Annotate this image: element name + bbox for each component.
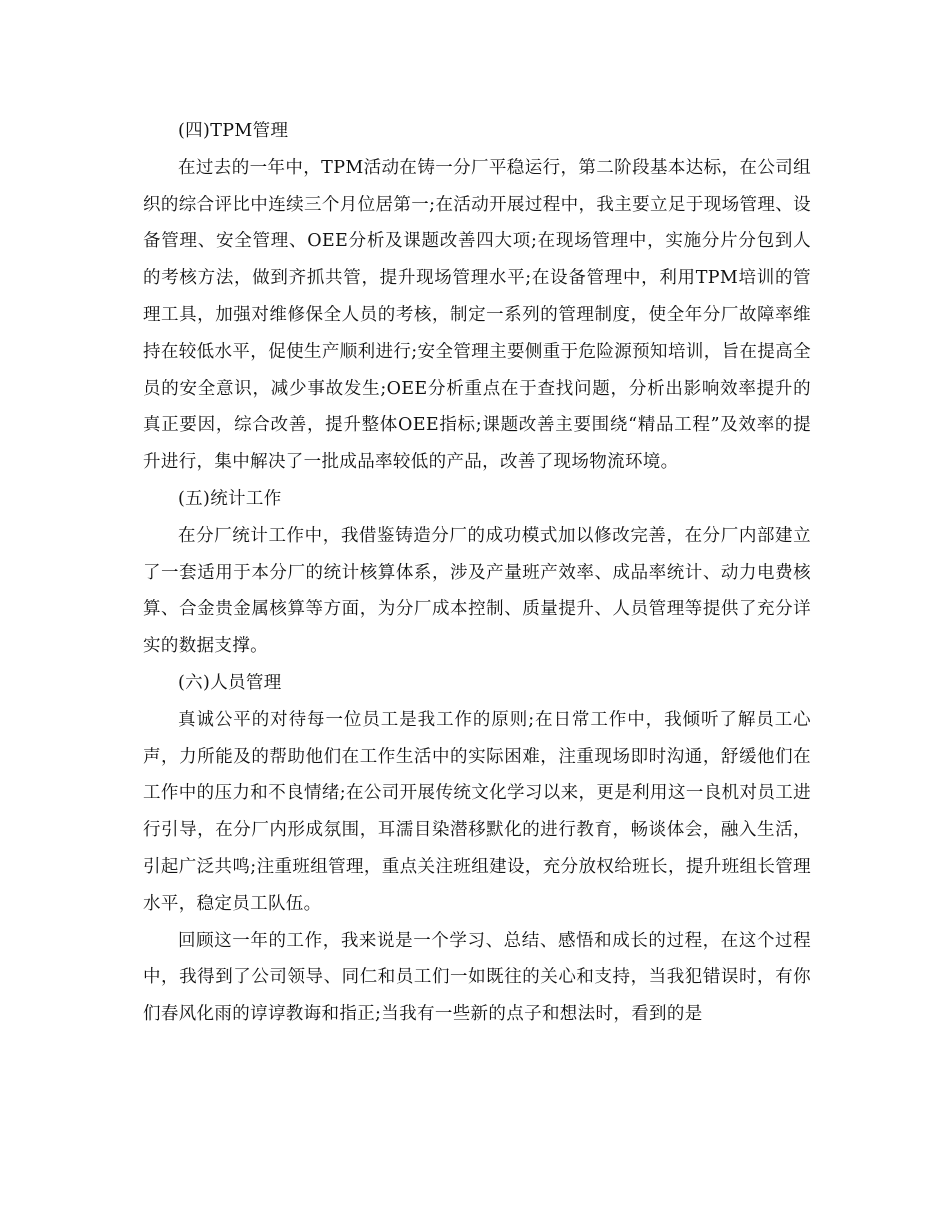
paragraph-tpm: 在过去的一年中，TPM活动在铸一分厂平稳运行，第二阶段基本达标，在公司组织的综合评比中连续三个月位居第一;在活动开展过程中，我主要立足于现场管理、设备管理、安全管理、OEE分析及课题改善四大项;在现场管理中，实施分片分包到人的考核方法，做到齐抓共管，提升现场管理水平;在设备管理中，利用TPM培训的管理工具，加强对维修保全人员的考核，制定一系列的管理制度，使全年分厂故障率维持在较低水平，促使生产顺利进行;安全管理主要侧重于危险源预知培训，旨在提高全员的安全意识，减少事故发生;OEE分析重点在于查找问题，分析出影响效率提升的真正要因，综合改善，提升整体OEE指标;课题改善主要围绕“精品工程”及效率的提升进行，集中解决了一批成品率较低的产品，改善了现场物流环境。 [143,157,811,473]
paragraph-personnel: 真诚公平的对待每一位员工是我工作的原则;在日常工作中，我倾听了解员工心声，力所能及的帮助他们在工作生活中的实际困难，注重现场即时沟通，舒缓他们在工作中的压力和不良情绪;在公司开展传统文化学习以来，更是利用这一良机对员工进行引导，在分厂内形成氛围，耳濡目染潜移默化的进行教育，畅谈体会，融入生活，引起广泛共鸣;注重班组管理，重点关注班组建设，充分放权给班长，提升班组长管理水平，稳定员工队伍。 [143,709,811,914]
document-body [143,113,811,1033]
section-heading-personnel: (六)人员管理 [178,672,282,693]
section-heading-statistics: (五)统计工作 [178,488,282,509]
section-heading-tpm: (四)TPM管理 [178,121,289,141]
paragraph-statistics: 在分厂统计工作中，我借鉴铸造分厂的成功模式加以修改完善，在分厂内部建立了一套适用于本分厂的统计核算体系，涉及产量班产效率、成品率统计、动力电费核算、合金贵金属核算等方面，为分厂成本控制、质量提升、人员管理等提供了充分详实的数据支撑。 [143,525,811,657]
paragraph-review: 回顾这一年的工作，我来说是一个学习、总结、感悟和成长的过程，在这个过程中，我得到了公司领导、同仁和员工们一如既往的关心和支持，当我犯错误时，有你们春风化雨的谆谆教诲和指正;当我有一些新的点子和想法时，看到的是 [143,930,811,1025]
